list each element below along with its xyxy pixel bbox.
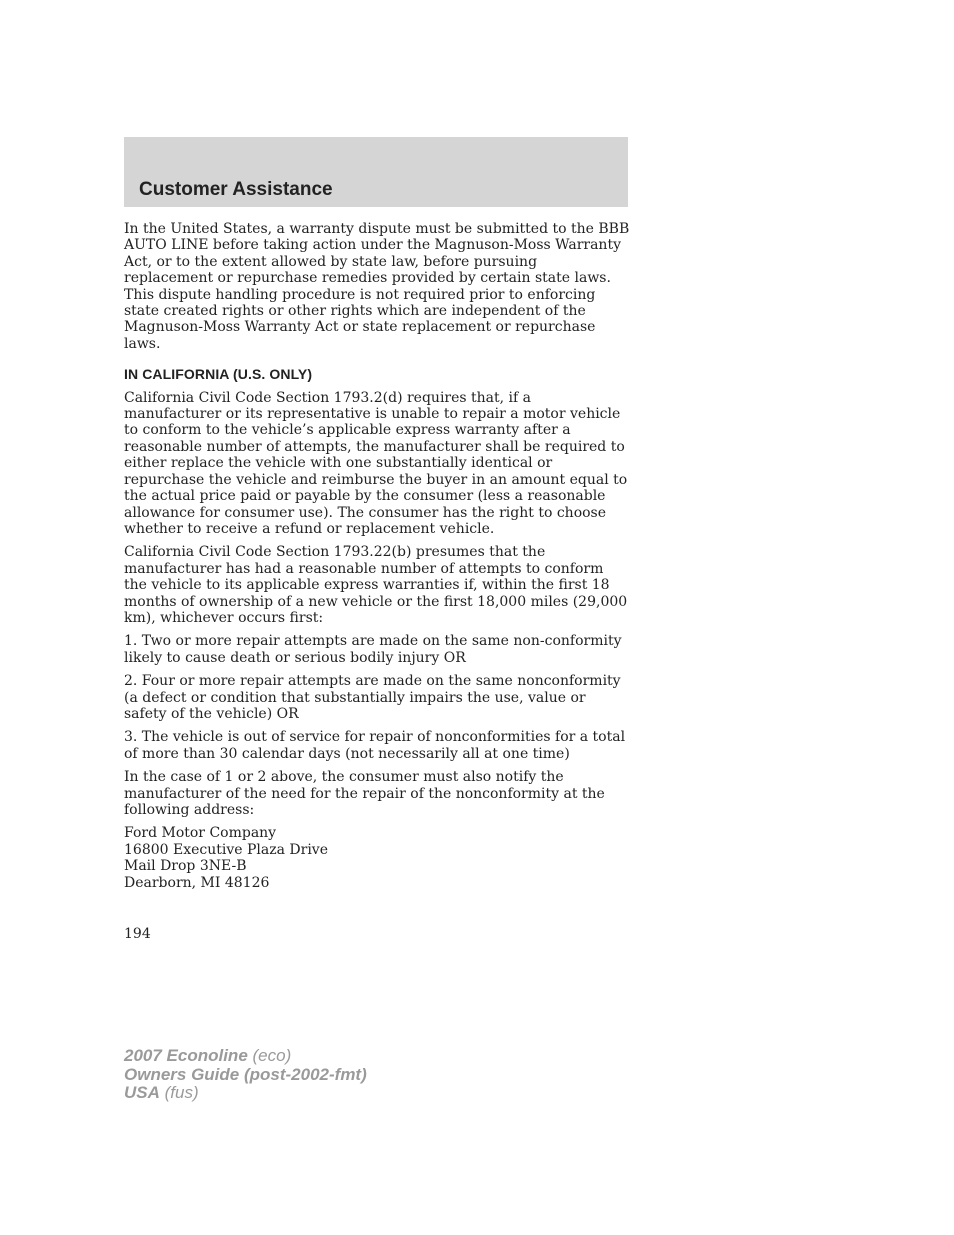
- body-paragraph: California Civil Code Section 1793.22(b) presumes that the manufacturer has had a reasonable number of attempts to conform the vehicle to its applicable express warranties if, within the first 18 months of ownership of a new vehicle or the first 18,000 miles (29,000 km), whichever occurs first:: [124, 544, 628, 626]
- list-item: 2. Four or more repair attempts are made on the same nonconformity (a defect or condition that substantially impairs the use, value or safety of the vehicle) OR: [124, 673, 621, 722]
- list-item: 3. The vehicle is out of service for repair of nonconformities for a total of more than 30 calendar days (not necessarily all at one time): [124, 729, 626, 762]
- page-title: Customer Assistance: [139, 179, 333, 200]
- footer-region: USA: [124, 1083, 160, 1102]
- footer-model: 2007 Econoline: [124, 1046, 248, 1065]
- main-content: [124, 221, 630, 891]
- page-number: 194: [124, 926, 151, 942]
- section-heading: IN CALIFORNIA (U.S. ONLY): [124, 366, 313, 383]
- section-header-band: [124, 137, 628, 207]
- intro-paragraph: In the United States, a warranty dispute must be submitted to the BBB AUTO LINE before taking action under the Magnuson-Moss Warranty Act, or to the extent allowed by state law, before pursuing replacement or repurchase remedies provided by certain state laws. This dispute handling procedure is not required prior to enforcing state created rights or other rights which are independent of the Magnuson-Moss Warranty Act or state replacement or repurchase laws.: [124, 221, 630, 352]
- list-item: 1. Two or more repair attempts are made on the same non-conformity likely to cause death or serious bodily injury OR: [124, 633, 622, 666]
- footer-guide: Owners Guide (post-2002-fmt): [124, 1064, 367, 1084]
- footer-line-model: [124, 1047, 367, 1066]
- body-paragraph: California Civil Code Section 1793.2(d) requires that, if a manufacturer or its representative is unable to repair a motor vehicle to conform to the vehicle’s applicable express warranty after a reasonable number of attempts, the manufacturer shall be required to either replace the vehicle with one substantially identical or repurchase the vehicle and reimburse the buyer in an amount equal to the actual price paid or payable by the consumer (less a reasonable allowance for consumer use). The consumer has the right to choose whether to receive a refund or replacement vehicle.: [124, 389, 628, 537]
- footer-line-region: [124, 1084, 367, 1103]
- footer-region-code: (fus): [164, 1083, 199, 1102]
- body-paragraph: In the case of 1 or 2 above, the consumer must also notify the manufacturer of the need for the repair of the nonconformity at the following address:: [124, 769, 605, 818]
- address-line: 16800 Executive Plaza Drive: [124, 841, 328, 858]
- footer-watermark: [124, 1047, 367, 1103]
- footer-model-code: (eco): [252, 1046, 292, 1065]
- address-line: Ford Motor Company: [124, 825, 277, 842]
- footer-line-guide: [124, 1066, 367, 1085]
- mailing-address: [124, 825, 630, 891]
- address-line: Dearborn, MI 48126: [124, 874, 270, 891]
- address-line: Mail Drop 3NE-B: [124, 858, 247, 875]
